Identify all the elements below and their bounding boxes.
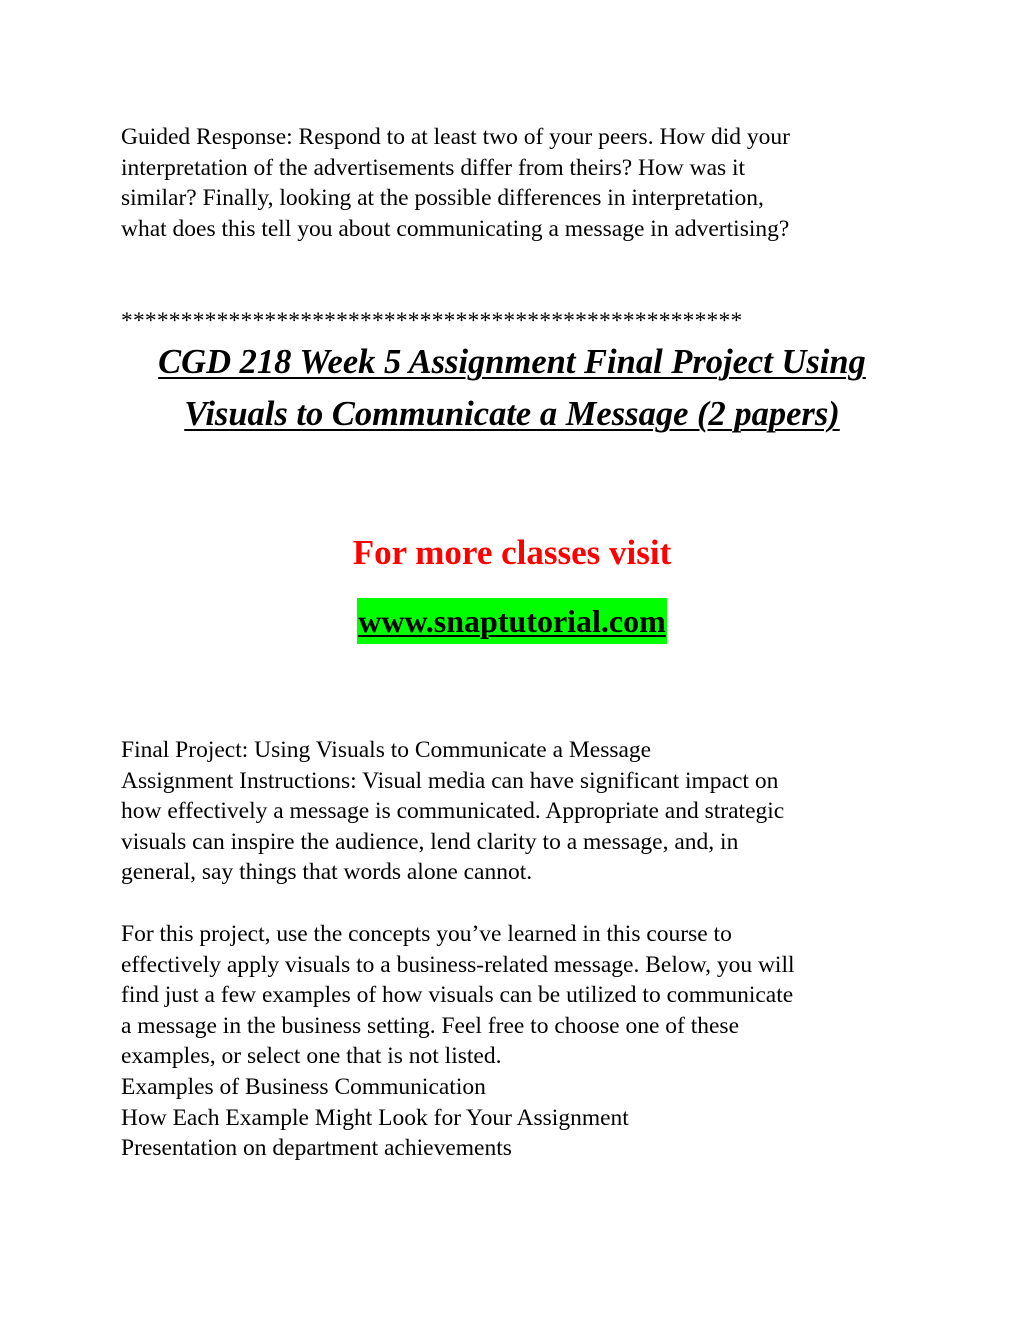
assignment-title-line-1: CGD 218 Week 5 Assignment Final Project Using — [158, 343, 866, 381]
final-project-line: Final Project: Using Visuals to Communicate a Message — [121, 737, 652, 763]
asterisk-separator: **************************************************** — [121, 308, 743, 334]
project-instructions-line: effectively apply visuals to a business-related message. Below, you will — [121, 951, 795, 978]
visit-heading: For more classes visit — [352, 533, 672, 572]
assignment-title-line-2: Visuals to Communicate a Message (2 papers) — [184, 395, 840, 433]
final-project-line: Assignment Instructions: Visual media can have significant impact on — [121, 767, 779, 794]
examples-heading-line: Examples of Business Communication — [121, 1073, 486, 1100]
example-look-line: How Each Example Might Look for Your Assignment — [121, 1104, 629, 1131]
guided-response-line: interpretation of the advertisements differ from theirs? How was it — [121, 154, 746, 181]
guided-response-line: what does this tell you about communicating a message in advertising? — [121, 215, 790, 242]
guided-response-line: Guided Response: Respond to at least two of your peers. How did your — [121, 124, 790, 150]
link-container — [0, 598, 1024, 644]
final-project-line: general, say things that words alone cannot. — [121, 859, 533, 886]
snaptutorial-link[interactable]: www.snaptutorial.com — [357, 598, 667, 644]
guided-response-paragraph — [121, 122, 911, 244]
assignment-title — [0, 336, 1024, 440]
project-instructions-line: a message in the business setting. Feel free to choose one of these — [121, 1012, 740, 1039]
project-instructions-paragraph — [121, 919, 911, 1164]
project-instructions-line: examples, or select one that is not listed. — [121, 1043, 502, 1070]
project-instructions-line: find just a few examples of how visuals can be utilized to communicate — [121, 982, 794, 1009]
project-instructions-line: For this project, use the concepts you’ve learned in this course to — [121, 921, 732, 947]
final-project-line: how effectively a message is communicated. Appropriate and strategic — [121, 798, 785, 825]
example-item-line: Presentation on department achievements — [121, 1135, 512, 1162]
final-project-line: visuals can inspire the audience, lend clarity to a message, and, in — [121, 828, 739, 855]
final-project-paragraph — [121, 735, 911, 888]
guided-response-line: similar? Finally, looking at the possible differences in interpretation, — [121, 185, 764, 212]
